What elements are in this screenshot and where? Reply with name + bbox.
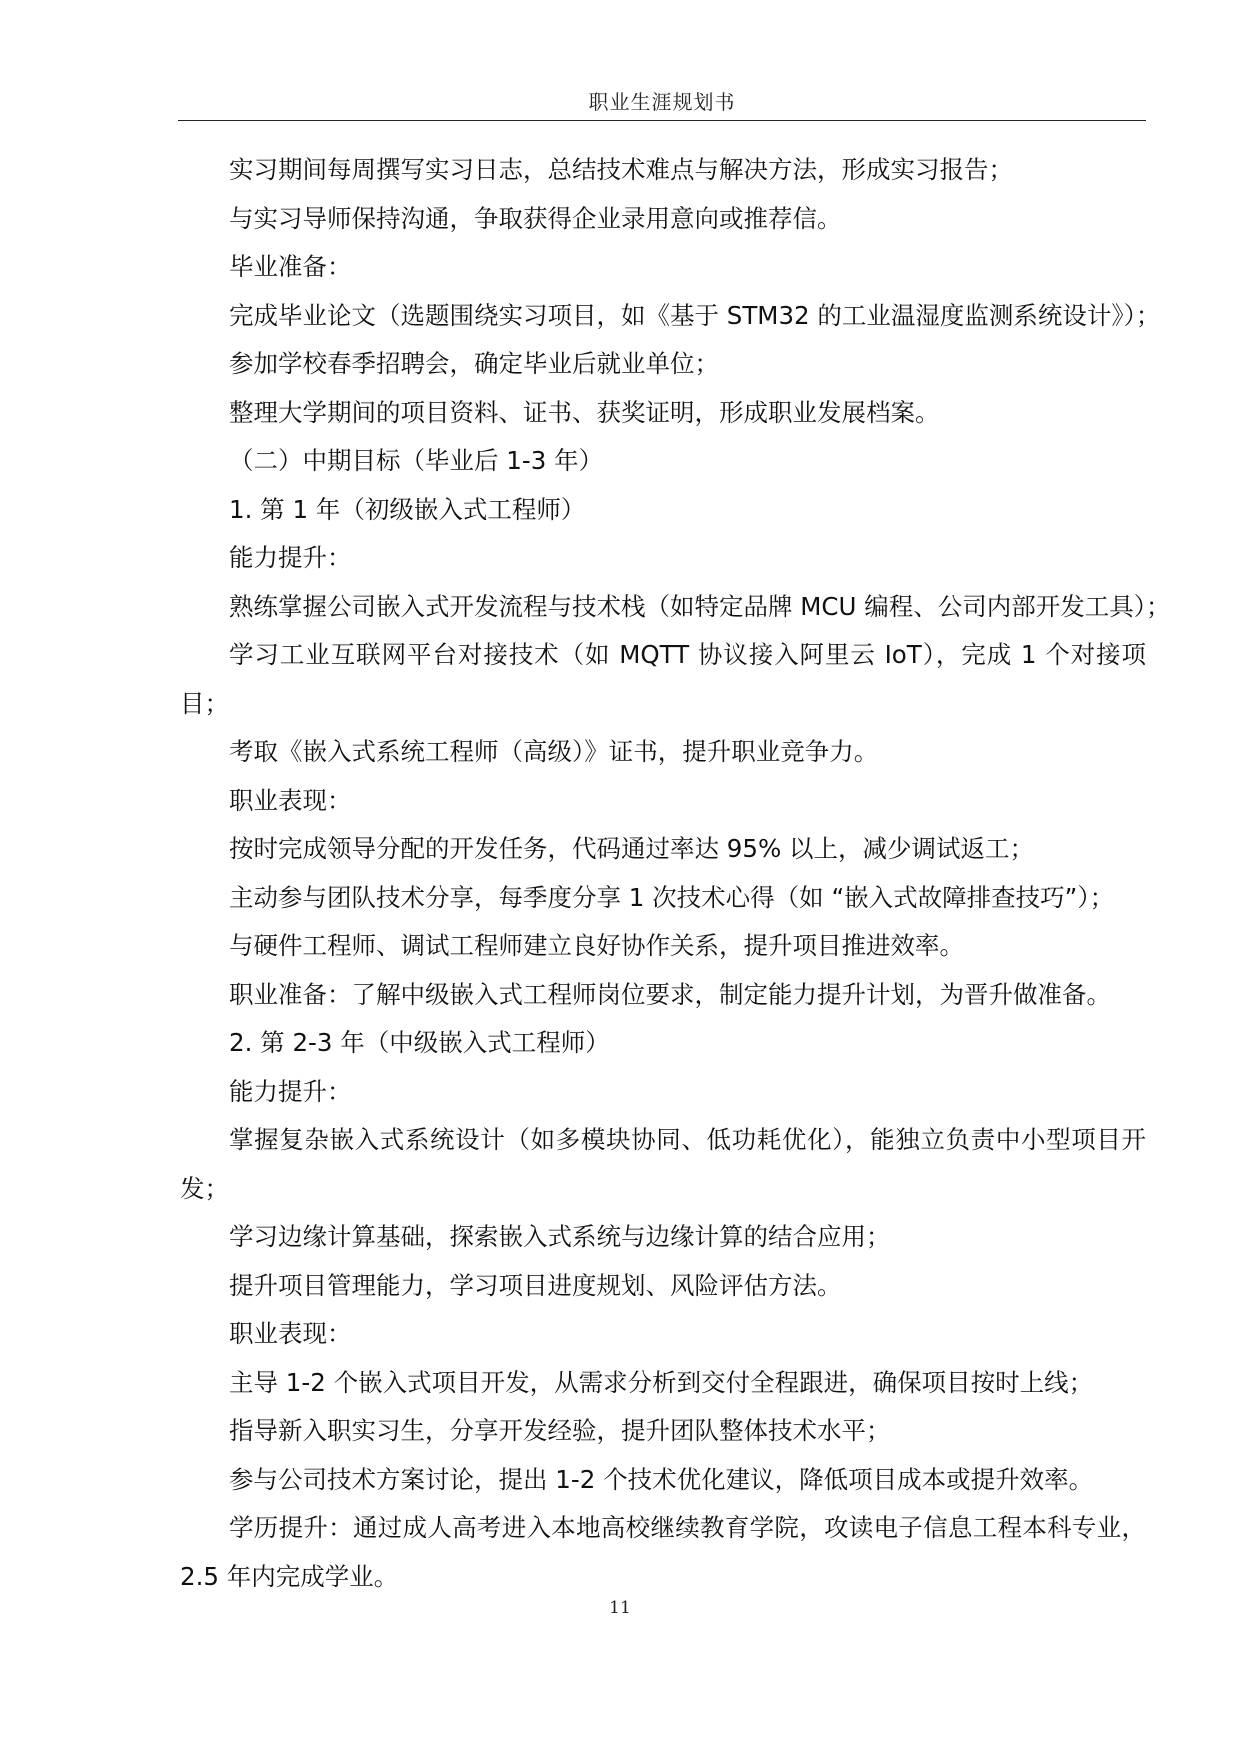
text-line: 参与公司技术方案讨论，提出 1-2 个技术优化建议，降低项目成本或提升效率。 — [229, 1464, 1094, 1494]
text-line: 与硬件工程师、调试工程师建立良好协作关系，提升项目推进效率。 — [229, 931, 964, 960]
text-line: 学历提升：通过成人高考进入本地高校继续教育学院，攻读电子信息工程本科专业， — [229, 1513, 1146, 1542]
page-number: 11 — [609, 1598, 631, 1618]
section-label: 职业表现： — [229, 1319, 352, 1348]
text-line: 主动参与团队技术分享，每季度分享 1 次技术心得（如 “嵌入式故障排查技巧”）； — [229, 882, 1115, 912]
document-body — [180, 146, 1171, 1601]
text-line: 考取《嵌入式系统工程师（高级）》证书，提升职业竞争力。 — [229, 737, 879, 766]
text-line: 主导 1-2 个嵌入式项目开发，从需求分析到交付全程跟进，确保项目按时上线； — [229, 1367, 1094, 1397]
subsection-heading: 2. 第 2-3 年（中级嵌入式工程师） — [229, 1028, 610, 1057]
section-heading: （二）中期目标（毕业后 1-3 年） — [229, 446, 604, 475]
text-line: 学习边缘计算基础，探索嵌入式系统与边缘计算的结合应用； — [229, 1222, 891, 1251]
subsection-heading: 1. 第 1 年（初级嵌入式工程师） — [229, 494, 586, 524]
text-line: 学习工业互联网平台对接技术（如 MQTT 协议接入阿里云 IoT），完成 1 个对接项 — [229, 640, 1146, 669]
section-label: 毕业准备： — [229, 252, 352, 281]
text-line-continuation: 目； — [180, 688, 229, 718]
text-line-continuation: 发； — [180, 1173, 229, 1203]
text-line: 与实习导师保持沟通，争取获得企业录用意向或推荐信。 — [229, 203, 842, 233]
text-line: 熟练掌握公司嵌入式开发流程与技术栈（如特定品牌 MCU 编程、公司内部开发工具）； — [229, 591, 1171, 621]
text-line: 指导新入职实习生，分享开发经验，提升团队整体技术水平； — [229, 1416, 891, 1445]
text-line: 整理大学期间的项目资料、证书、获奖证明，形成职业发展档案。 — [229, 397, 940, 427]
section-label: 职业表现： — [229, 785, 352, 815]
text-line-continuation: 2.5 年内完成学业。 — [180, 1561, 399, 1591]
text-line: 按时完成领导分配的开发任务，代码通过率达 95% 以上，减少调试返工； — [229, 834, 1035, 863]
text-line: 完成毕业论文（选题围绕实习项目，如《基于 STM32 的工业温湿度监测系统设计》）； — [229, 300, 1161, 330]
text-line: 实习期间每周撰写实习日志，总结技术难点与解决方法，形成实习报告； — [229, 155, 1013, 184]
page-header — [178, 84, 1146, 121]
text-line: 职业准备：了解中级嵌入式工程师岗位要求，制定能力提升计划，为晋升做准备。 — [229, 979, 1111, 1009]
text-line: 参加学校春季招聘会，确定毕业后就业单位； — [229, 349, 719, 378]
section-label: 能力提升： — [229, 1076, 352, 1106]
header-title: 职业生涯规划书 — [588, 90, 736, 114]
text-line: 提升项目管理能力，学习项目进度规划、风险评估方法。 — [229, 1270, 842, 1300]
text-line: 掌握复杂嵌入式系统设计（如多模块协同、低功耗优化），能独立负责中小型项目开 — [229, 1125, 1146, 1154]
section-label: 能力提升： — [229, 543, 352, 572]
